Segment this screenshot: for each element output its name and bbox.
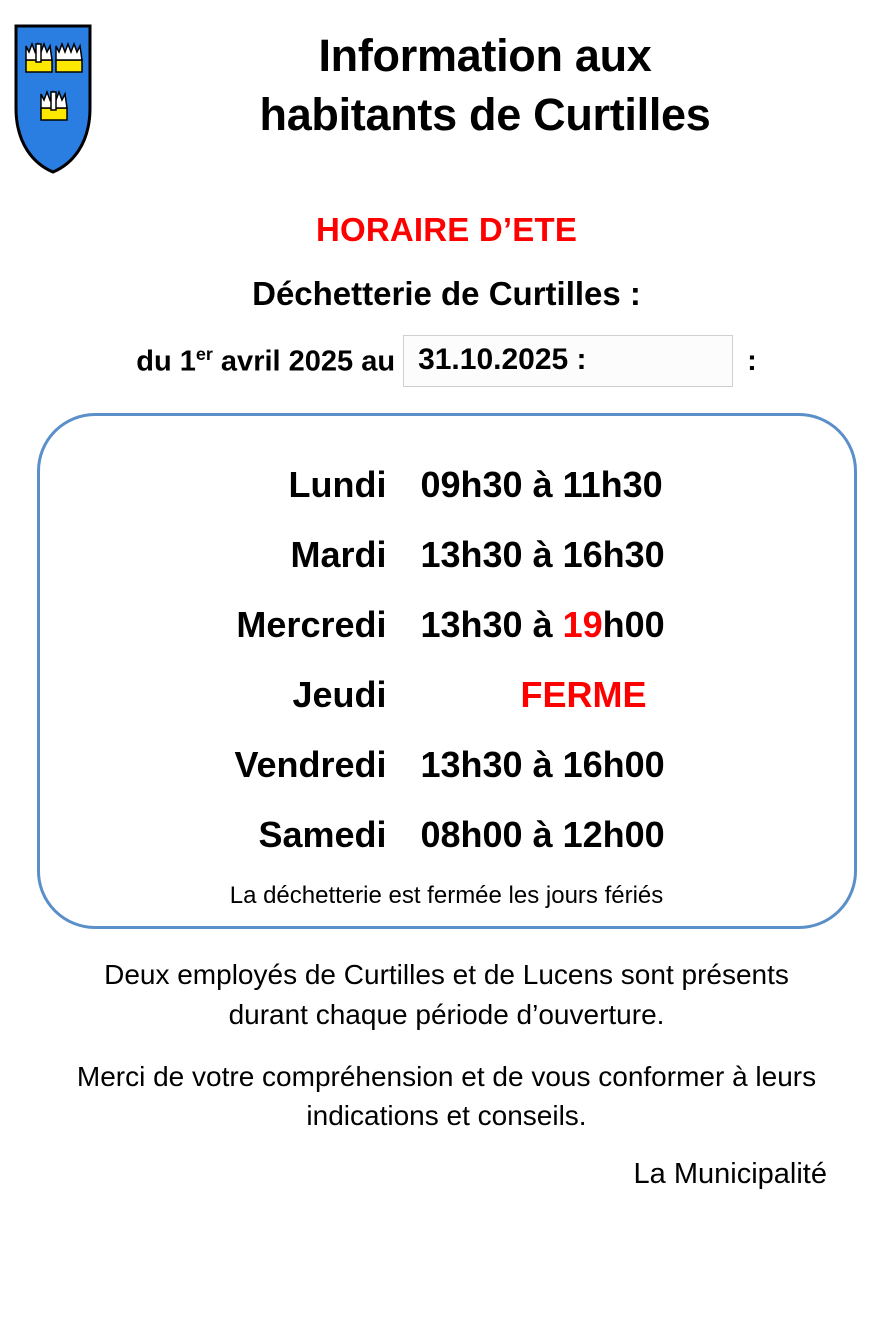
hours-text: 09h30 à 11h30 (420, 464, 663, 505)
footer-notes (0, 955, 893, 1136)
summer-schedule-heading: HORAIRE D’ETE (315, 211, 578, 248)
page-title-line1: Information aux (318, 30, 652, 81)
period-suffix: : (747, 344, 757, 377)
table-row (147, 450, 747, 520)
table-row (147, 800, 747, 870)
hours-value (421, 520, 747, 590)
footer-paragraph-staff: Deux employés de Curtilles et de Lucens sont présents durant chaque période d’ouverture. (104, 959, 789, 1030)
closed-badge: FERME (520, 674, 647, 715)
day-label: Vendredi (234, 744, 387, 785)
hours-highlight: 19 (562, 604, 603, 645)
document-header (0, 0, 893, 185)
table-row (147, 590, 747, 660)
day-label: Samedi (258, 814, 387, 855)
period-prefix-superscript: er (195, 343, 213, 364)
hours-text-after: h00 (602, 604, 665, 645)
validity-period-line (0, 335, 893, 387)
period-prefix (136, 344, 395, 379)
day-label: Jeudi (292, 674, 387, 715)
signature: La Municipalité (633, 1158, 827, 1190)
day-label: Lundi (288, 464, 387, 505)
coat-of-arms-icon (14, 24, 92, 174)
hours-value (421, 730, 747, 800)
period-prefix-rest: avril 2025 au (212, 345, 396, 378)
hours-value (421, 450, 747, 520)
opening-hours-table (147, 450, 747, 870)
period-prefix-text: du 1 (136, 345, 196, 378)
hours-text: 13h30 à 16h00 (420, 744, 665, 785)
holiday-note: La déchetterie est fermée les jours fériés (229, 882, 664, 909)
table-row (147, 520, 747, 590)
hours-text: 13h30 à (420, 604, 563, 645)
facility-heading: Déchetterie de Curtilles : (252, 275, 641, 312)
hours-text: 08h00 à 12h00 (420, 814, 665, 855)
footer-paragraph-thanks: Merci de votre compréhension et de vous conformer à leurs indications et conseils. (76, 1060, 817, 1132)
day-label: Mercredi (236, 604, 387, 645)
page-title-line2: habitants de Curtilles (259, 89, 711, 141)
hours-value (421, 590, 747, 660)
page-title (110, 26, 860, 145)
end-date-field[interactable]: 31.10.2025 : (403, 335, 733, 387)
day-label: Mardi (290, 534, 387, 575)
hours-text: 13h30 à 16h30 (420, 534, 665, 575)
table-row (147, 660, 747, 730)
opening-hours-box (37, 413, 857, 929)
table-row (147, 730, 747, 800)
hours-value (421, 800, 747, 870)
